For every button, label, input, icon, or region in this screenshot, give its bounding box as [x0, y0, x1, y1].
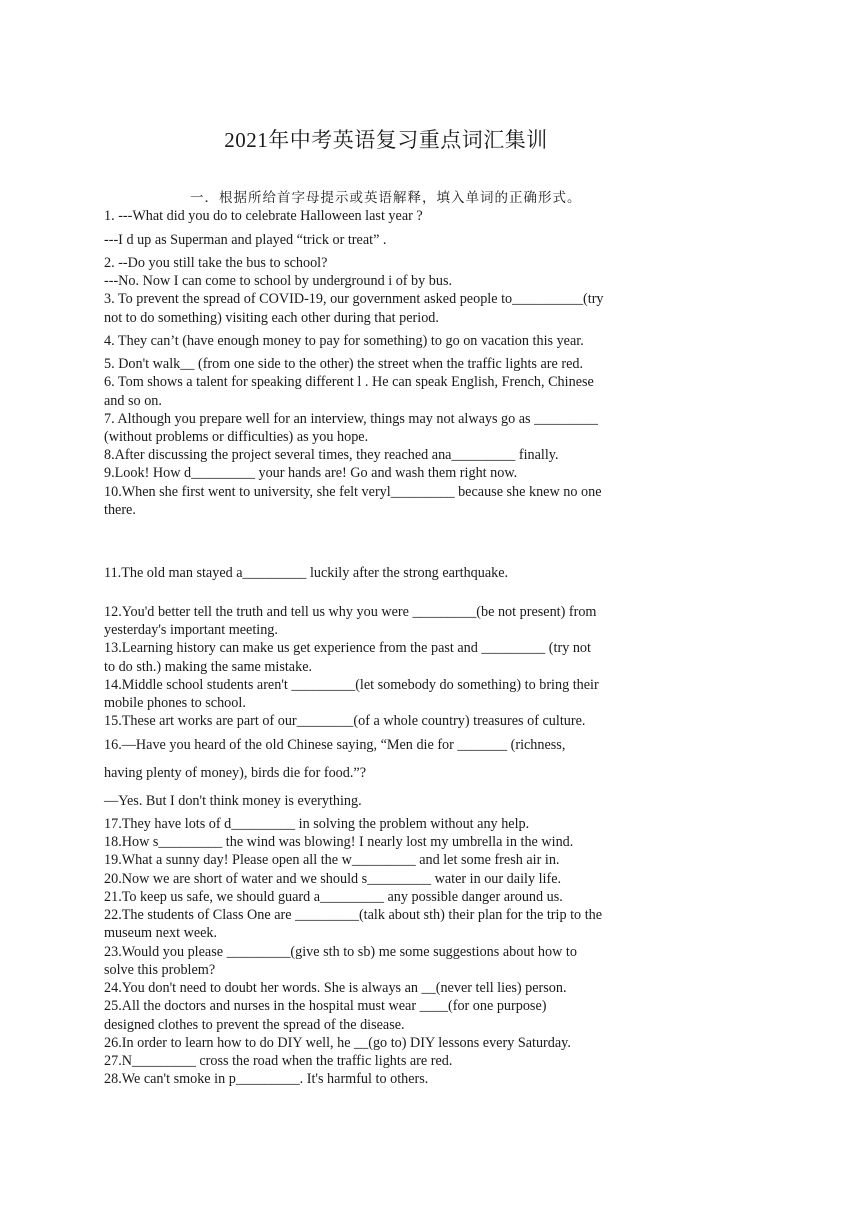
text-line: 9.Look! How d_________ your hands are! Go and wash them right now.: [104, 465, 518, 481]
text-line: 7. Although you prepare well for an interview, things may not always go as _________: [104, 411, 598, 427]
text-line: 4. They can’t (have enough money to pay for something) to go on vacation this year.: [104, 333, 584, 349]
text-line: ---No. Now I can come to school by underground i of by bus.: [104, 273, 453, 289]
text-line: mobile phones to school.: [104, 695, 246, 711]
text-line: ---I d up as Superman and played “trick or treat” .: [104, 232, 387, 248]
text-line: 19.What a sunny day! Please open all the w_________ and let some fresh air in.: [104, 852, 560, 868]
text-line: 24.You don't need to doubt her words. She is always an __(never tell lies) person.: [104, 980, 567, 996]
text-line: there.: [104, 502, 136, 518]
text-line: 20.Now we are short of water and we should s_________ water in our daily life.: [104, 871, 562, 887]
text-line: 1. ---What did you do to celebrate Halloween last year ?: [104, 208, 423, 224]
text-line: designed clothes to prevent the spread of the disease.: [104, 1017, 405, 1033]
text-line: 8.After discussing the project several times, they reached ana_________ finally.: [104, 447, 559, 463]
text-line: yesterday's important meeting.: [104, 622, 278, 638]
text-line: to do sth.) making the same mistake.: [104, 659, 313, 675]
text-line: 23.Would you please _________(give sth to sb) me some suggestions about how to: [104, 944, 577, 960]
text-line: 6. Tom shows a talent for speaking different l . He can speak English, French, Chinese: [104, 374, 594, 390]
text-line: 5. Don't walk__ (from one side to the other) the street when the traffic lights are red.: [104, 356, 584, 372]
text-line: —Yes. But I don't think money is everything.: [104, 793, 362, 809]
text-line: 28.We can't smoke in p_________. It's harmful to others.: [104, 1071, 429, 1087]
text-line: 17.They have lots of d_________ in solving the problem without any help.: [104, 816, 530, 832]
text-line: 21.To keep us safe, we should guard a_________ any possible danger around us.: [104, 889, 563, 905]
text-line: 22.The students of Class One are _________(talk about sth) their plan for the trip to the: [104, 907, 603, 923]
text-line: 14.Middle school students aren't _________(let somebody do something) to bring their: [104, 677, 599, 693]
text-line: 10.When she first went to university, she felt veryl_________ because she knew no one: [104, 484, 602, 500]
text-line: having plenty of money), birds die for food.”?: [104, 765, 367, 781]
text-line: and so on.: [104, 393, 162, 409]
text-line: 27.N_________ cross the road when the traffic lights are red.: [104, 1053, 453, 1069]
text-line: 26.In order to learn how to do DIY well, he __(go to) DIY lessons every Saturday.: [104, 1035, 571, 1051]
text-line: not to do something) visiting each other during that period.: [104, 310, 439, 326]
text-line: 16.—Have you heard of the old Chinese saying, “Men die for _______ (richness,: [104, 737, 566, 753]
text-line: museum next week.: [104, 925, 218, 941]
text-line: 13.Learning history can make us get experience from the past and _________ (try not: [104, 640, 591, 656]
instruction-heading: 一．根据所给首字母提示或英语解释，填入单词的正确形式。: [190, 190, 582, 205]
text-line: solve this problem?: [104, 962, 216, 978]
text-line: 18.How s_________ the wind was blowing! I nearly lost my umbrella in the wind.: [104, 834, 574, 850]
text-line: 25.All the doctors and nurses in the hospital must wear ____(for one purpose): [104, 998, 547, 1014]
text-line: 11.The old man stayed a_________ luckily after the strong earthquake.: [104, 565, 509, 581]
page-title: 2021年中考英语复习重点词汇集训: [224, 128, 548, 152]
text-line: 3. To prevent the spread of COVID-19, our government asked people to__________(try: [104, 291, 604, 307]
text-line: 15.These art works are part of our________(of a whole country) treasures of culture.: [104, 713, 586, 729]
text-line: 12.You'd better tell the truth and tell us why you were _________(be not present) from: [104, 604, 597, 620]
text-line: (without problems or difficulties) as you hope.: [104, 429, 369, 445]
text-line: 2. --Do you still take the bus to school?: [104, 255, 328, 271]
